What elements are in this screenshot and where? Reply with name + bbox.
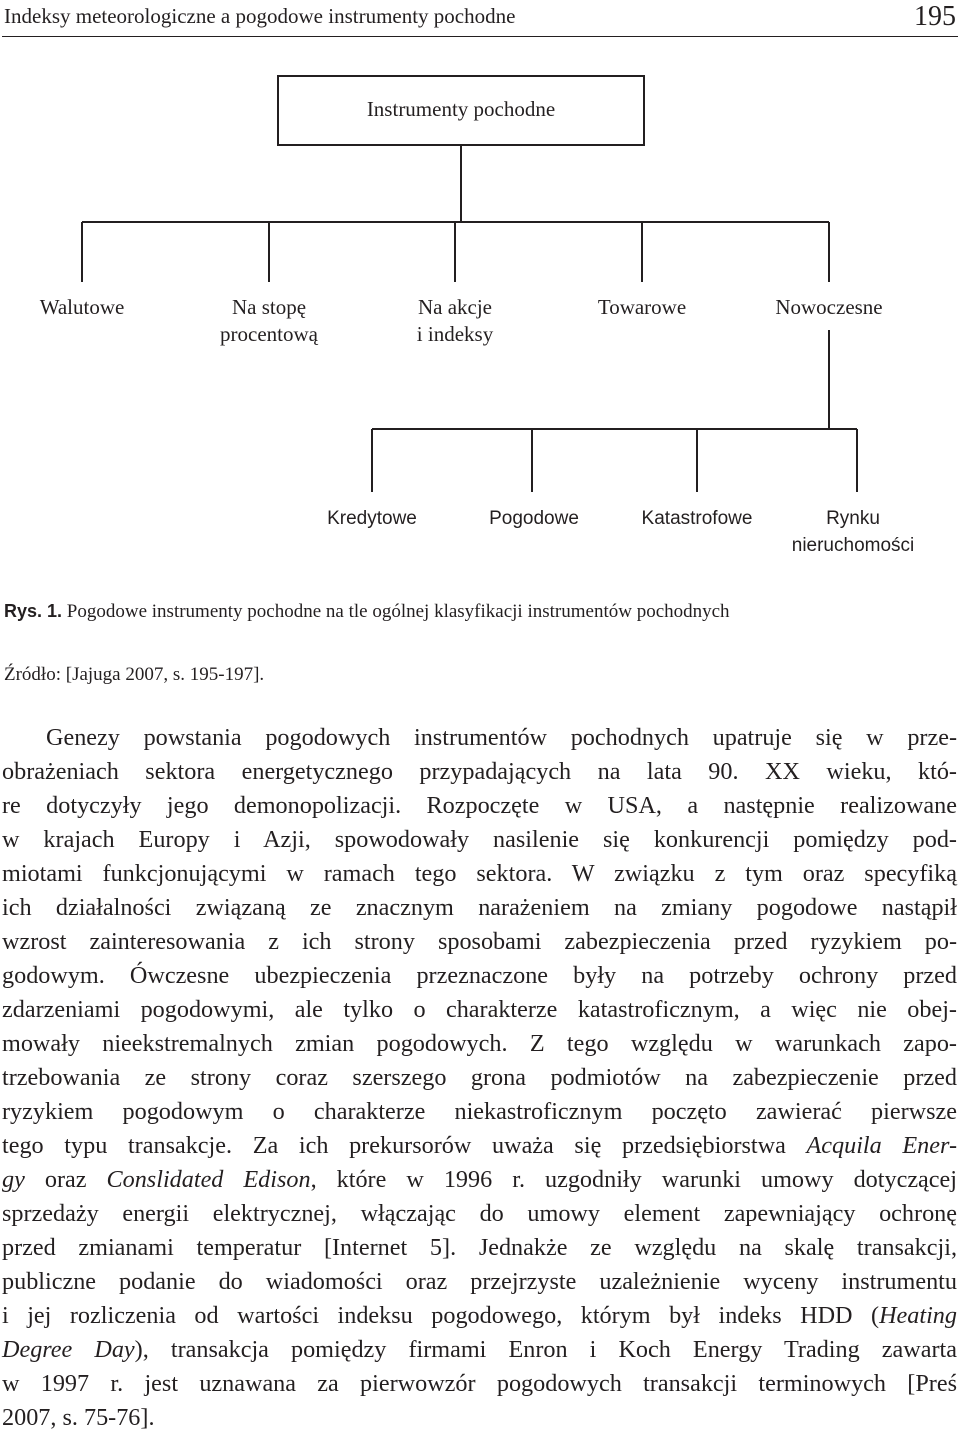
body-line: miotami funkcjonującymi w ramach tego sektora. W związku z tym oraz specyfiką [2,860,957,887]
term-italic: Heating [879,1302,957,1329]
body-line [2,1163,957,1197]
node-katastrofowe [607,505,787,532]
node-na-akcje-line1: Na akcje [417,295,493,319]
body-line: w 1997 r. jest uznawana za pierwowzór pogodowych transakcji terminowych [Preś [2,1370,957,1397]
company-name-italic: gy [2,1166,25,1193]
node-rynku-line2: nieruchomości [791,535,915,556]
body-line: w krajach Europy i Azji, spowodowały nasilenie się konkurencji pomiędzy pod- [2,826,957,853]
body-line: ryzykiem pogodowym o charakterze niekastroficznym poczęto zawierać pierwsze [2,1098,957,1125]
node-walutowe [12,294,152,321]
figure-caption [4,601,730,623]
body-paragraph [2,721,957,1435]
node-pogodowe [444,505,624,532]
node-katastrofowe-line1: Katastrofowe [641,508,753,529]
body-line: Genezy powstania pogodowych instrumentów pochodnych upatruje się w prze- [46,724,957,751]
node-na-akcje-line2: i indeksy [416,322,494,346]
node-na-stope-line1: Na stopę [231,295,307,319]
company-name-italic: Conslidated Edison [106,1166,311,1193]
root-label: Instrumenty pochodne [366,97,556,121]
body-text-run: i jej rozliczenia od wartości indeksu pogodowego, którym był indeks HDD ( [2,1302,880,1329]
body-line [2,1129,957,1163]
running-title: Indeksy meteorologiczne a pogodowe instrumenty pochodne [4,4,516,28]
node-rynku-line1: Rynku [826,508,880,529]
body-line: przed zmianami temperatur [Internet 5]. Jednakże ze względu na skalę transakcji, [2,1234,957,1261]
body-line: mowały nieekstremalnych zmian pogodowych. Z tego względu w warunkach zapo- [2,1030,957,1057]
body-line [2,1333,957,1367]
node-kredytowe-line1: Kredytowe [327,508,417,529]
body-line: godowym. Ówczesne ubezpieczenia przeznaczone były na potrzeby ochrony przed [2,962,957,989]
body-line: trzebowania ze strony coraz szerszego grona podmiotów na zabezpieczenie przed [2,1064,957,1091]
node-na-akcje-i-indeksy [375,294,535,348]
body-line [2,1299,957,1333]
node-na-stope-procentowa [189,294,349,348]
body-line: wzrost zainteresowania z ich strony sposobami zabezpieczenia przed ryzykiem po- [2,928,957,955]
term-italic: Degree Day [2,1336,135,1363]
body-line: obrażeniach sektora energetycznego przypadających na lata 90. XX wieku, któ- [2,758,957,785]
company-name-italic: Acquila Ener- [806,1132,957,1159]
node-rynku-nieruchomosci [773,505,933,559]
node-nowoczesne [744,294,914,321]
body-text-run: , które w 1996 r. uzgodniły warunki umowy dotyczącej [310,1166,957,1193]
node-pogodowe-line1: Pogodowe [489,508,579,529]
node-na-stope-line2: procentową [220,322,318,346]
node-walutowe-line1: Walutowe [39,295,125,319]
figure-source: Źródło: [Jajuga 2007, s. 195-197]. [4,664,265,685]
figure-caption-text: Pogodowe instrumenty pochodne na tle ogólnej klasyfikacji instrumentów pochodnych [62,601,730,622]
body-text-run: ), transakcja pomiędzy firmami Enron i Koch Energy Trading zawarta [134,1336,957,1363]
node-nowoczesne-line1: Nowoczesne [775,295,883,319]
figure-label: Rys. 1. [4,601,63,621]
node-towarowe-line1: Towarowe [597,295,687,319]
body-line: ich działalności związaną ze znacznym narażeniem na zmiany pogodowe nastąpił [2,894,957,921]
body-text-run: oraz [24,1166,107,1193]
node-towarowe [567,294,717,321]
body-line: publiczne podanie do wiadomości oraz przejrzyste uzależnienie wyceny instrumentu [2,1268,957,1295]
body-line: 2007, s. 75-76]. [2,1404,155,1431]
classification-diagram [0,0,960,570]
body-line: re dotyczyły jego demonopolizacji. Rozpoczęte w USA, a następnie realizowane [2,792,957,819]
body-line: zdarzeniami pogodowymi, ale tylko o charakterze katastroficznym, a więc nie obej- [2,996,957,1023]
body-text-run: tego typu transakcje. Za ich prekursorów uważa się przedsiębiorstwa [2,1132,807,1159]
page-number: 195 [914,1,956,32]
node-kredytowe [282,505,462,532]
body-line: sprzedaży energii elektrycznej, włączając do umowy element zapewniający ochronę [2,1200,957,1227]
